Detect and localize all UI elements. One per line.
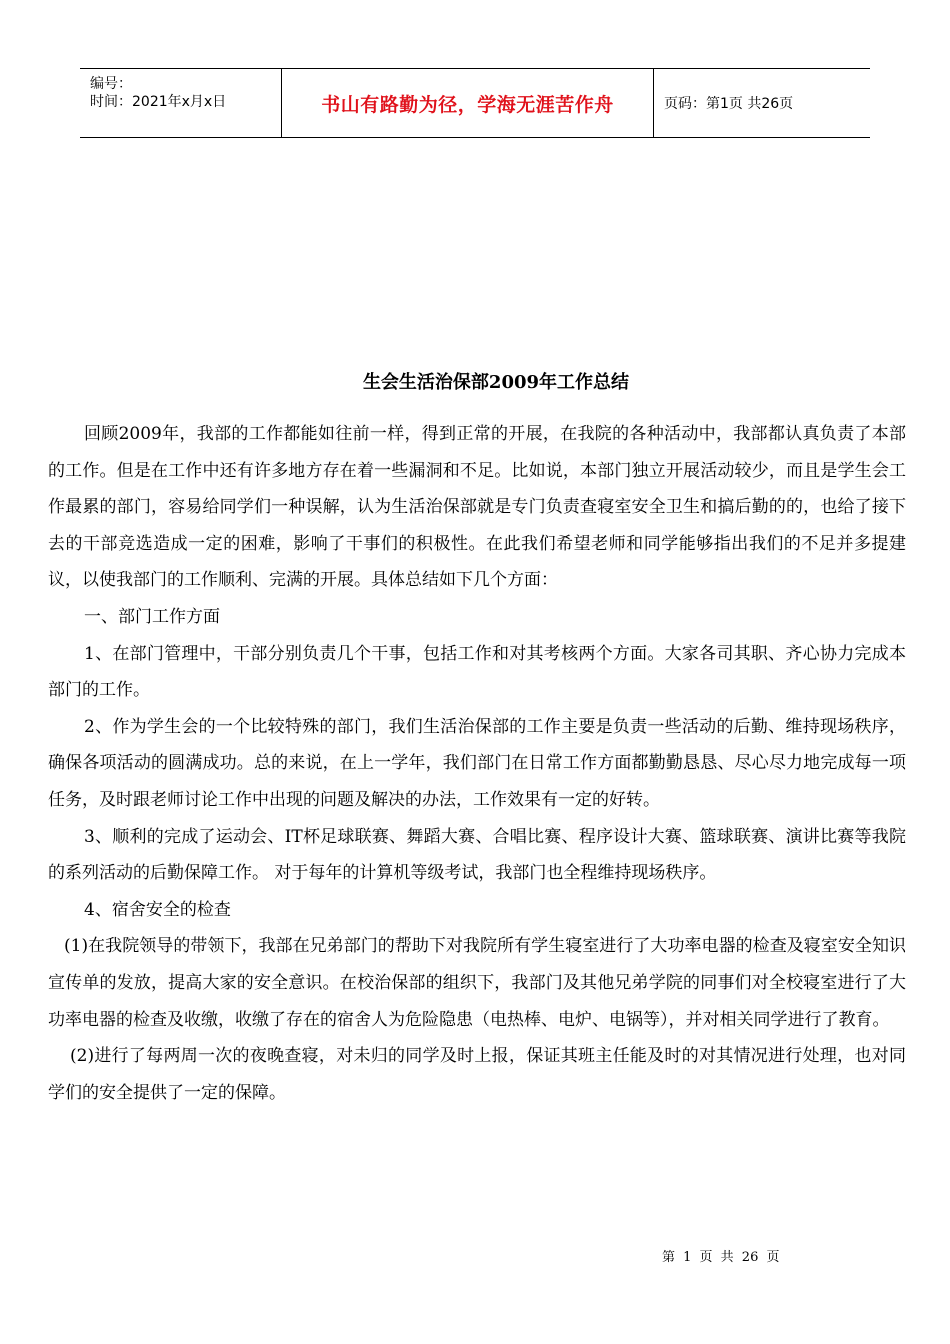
header-table [80, 68, 870, 138]
header-motto-cell [282, 69, 654, 137]
page-info: 页码：第1页 共26页 [664, 96, 794, 112]
header-meta-cell [80, 69, 282, 137]
document-number-label: 编号： [90, 76, 132, 92]
paragraph-item-2: 2、作为学生会的一个比较特殊的部门，我们生活治保部的工作主要是负责一些活动的后勤、维持现场秩序，确保各项活动的圆满成功。总的来说，在上一学年，我们部门在日常工作方面都勤勤恳恳、尽心尽力地完成每一项任务，及时跟老师讨论工作中出现的问题及解决的办法，工作效果有一定的好转。 [48, 716, 906, 810]
page-footer: 第 1 页 共 26 页 [662, 1250, 780, 1265]
paragraph-intro: 回顾2009年，我部的工作都能如往前一样，得到正常的开展，在我院的各种活动中，我部都认真负责了本部的工作。但是在工作中还有许多地方存在着一些漏洞和不足。比如说，本部门独立开展活动较少，而且是学生会工作最累的部门，容易给同学们一种误解，认为生活治保部就是专门负责查寝室安全卫生和搞后勤的的，也给了接下去的干部竞选造成一定的困难，影响了干事们的积极性。在此我们希望老师和同学能够指出我们的不足并多提建议，以使我部门的工作顺利、完满的开展。具体总结如下几个方面： [48, 424, 906, 591]
document-title [0, 368, 950, 394]
paragraph-subitem-2: (2)进行了每两周一次的夜晚查寝，对未归的同学及时上报，保证其班主任能及时的对其情况进行处理，也对同学们的安全提供了一定的保障。 [48, 1046, 906, 1103]
motto-text: 书山有路勤为径，学海无涯苦作舟 [321, 93, 614, 116]
paragraph-item-3: 3、顺利的完成了运动会、IT杯足球联赛、舞蹈大赛、合唱比赛、程序设计大赛、篮球联赛、演讲比赛等我院的系列活动的后勤保障工作。 对于每年的计算机等级考试，我部门也全程维持现场秩序。 [48, 826, 906, 884]
header-page-cell [654, 69, 870, 137]
section-heading-department-work: 一、部门工作方面 [84, 606, 220, 627]
paragraph-item-1: 1、在部门管理中，干部分别负责几个干事，包括工作和对其考核两个方面。大家各司其职、齐心协力完成本部门的工作。 [48, 643, 906, 701]
paragraph-subitem-1: (1)在我院领导的带领下，我部在兄弟部门的帮助下对我院所有学生寝室进行了大功率电器的检查及寝室安全知识宣传单的发放，提高大家的安全意识。在校治保部的组织下，我部门及其他兄弟学院的同事们对全校寝室进行了大功率电器的检查及收缴，收缴了存在的宿舍人为危险隐患（电热棒、电炉、电锅等），并对相关同学进行了教育。 [48, 936, 906, 1030]
document-title-text: 生会生活治保部2009年工作总结 [362, 372, 630, 393]
paragraph-item-4-heading: 4、宿舍安全的检查 [84, 899, 231, 920]
document-body [48, 416, 906, 1111]
document-time-label: 时间：2021年x月x日 [90, 94, 227, 110]
